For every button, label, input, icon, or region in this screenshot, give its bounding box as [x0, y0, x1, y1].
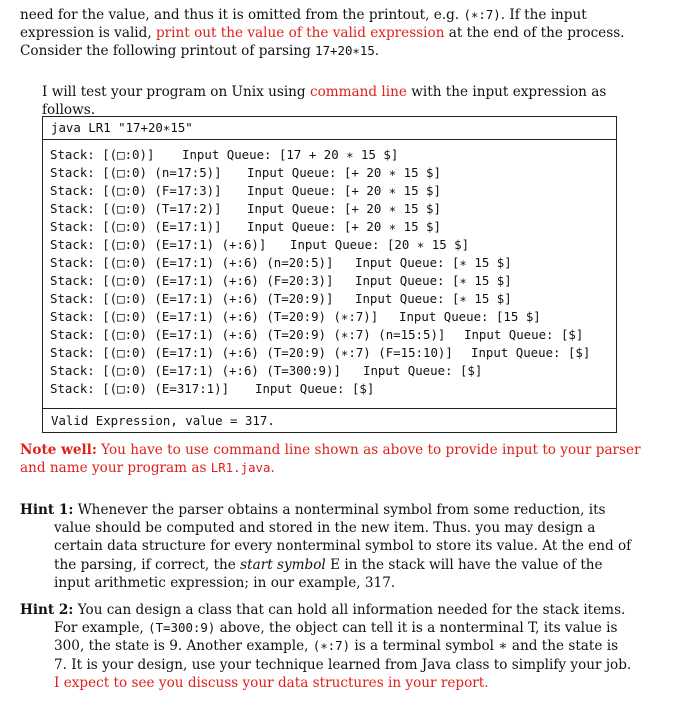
hint-2-code-example-2: (∗:7): [312, 638, 351, 654]
stack-line: Stack: [(□:0) (E=17:1) (+:6)]: [50, 237, 267, 252]
stack-line: Stack: [(□:0) (E=17:1) (+:6) (T=20:9)]: [50, 291, 334, 306]
intro-text-b: . If the input expression is valid,: [20, 7, 587, 41]
intro-paragraph: [20, 6, 652, 60]
stack-line: Stack: [(□:0) (E=17:1) (+:6) (T=20:9) (∗:7) (F=15:10)]: [50, 345, 453, 360]
stack-line: Stack: [(□:0) (E=17:1) (+:6) (T=20:9) (∗:7)]: [50, 309, 379, 324]
note-label: Note well:: [20, 442, 97, 458]
stack-line: Stack: [(□:0) (n=17:5)]: [50, 165, 222, 180]
intro-code-example: (∗:7): [463, 7, 501, 22]
stack-line: Stack: [(□:0) (E=17:1) (+:6) (n=20:5)]: [50, 255, 334, 270]
intro-text-a: need for the value, and thus it is omitted from the printout, e.g.: [20, 7, 464, 23]
hint-1-text-a: Whenever the parser obtains a nonterminal symbol from some reduction, its value should be computed and stored in the new item. Thus. you may design a certain data structure for every nonterminal symbol to store its value. At the end of the parsing, if correct, the: [54, 502, 632, 573]
queue-line: Input Queue: [17 + 20 ∗ 15 $]: [182, 147, 399, 162]
intro-text-c: at the end of the process. Consider the following printout of parsing: [20, 25, 625, 59]
hint-1-label: Hint 1:: [20, 502, 74, 518]
test-highlight: command line: [309, 84, 407, 100]
console-command-row: [43, 117, 616, 140]
queue-line: Input Queue: [$]: [363, 363, 483, 378]
stack-line: Stack: [(□:0) (E=17:1) (+:6) (F=20:3)]: [50, 273, 334, 288]
note-paragraph: [20, 441, 652, 477]
intro-code-expression: 17+20∗15: [315, 43, 375, 58]
stack-line: Stack: [(□:0) (E=17:1)]: [50, 219, 222, 234]
queue-line: Input Queue: [+ 20 ∗ 15 $]: [247, 219, 441, 234]
queue-line: Input Queue: [$]: [471, 345, 591, 360]
hint-2-paragraph: [20, 601, 632, 692]
hint-2-code-example-1: (T=300:9): [148, 620, 216, 636]
hint-1-italic-term: start symbol: [240, 556, 326, 573]
queue-line: Input Queue: [15 $]: [399, 309, 541, 324]
queue-line: Input Queue: [+ 20 ∗ 15 $]: [247, 165, 441, 180]
stack-line: Stack: [(□:0) (F=17:3)]: [50, 183, 222, 198]
console-result: Valid Expression, value = 317.: [51, 413, 275, 428]
queue-line: Input Queue: [∗ 15 $]: [355, 255, 512, 270]
queue-line: Input Queue: [∗ 15 $]: [355, 291, 512, 306]
stack-line: Stack: [(□:0) (T=17:2)]: [50, 201, 222, 216]
intro-text-d: .: [374, 43, 380, 59]
stack-line: Stack: [(□:0) (E=17:1) (+:6) (T=20:9) (∗:7) (n=15:5)]: [50, 327, 446, 342]
queue-line: Input Queue: [20 ∗ 15 $]: [290, 237, 470, 252]
stack-line: Stack: [(□:0) (E=317:1)]: [50, 381, 230, 396]
test-paragraph: [42, 83, 642, 119]
test-text-a: I will test your program on Unix using: [42, 84, 310, 100]
console-command: java LR1 "17+20∗15": [51, 120, 193, 135]
queue-line: Input Queue: [$]: [255, 381, 375, 396]
hint-2-text-c: is a terminal symbol ∗ and the state is 7. It is your design, use your technique learned from Java class to simplify your job.: [54, 638, 632, 673]
hint-1-text-b: E in the stack will have the value of the input arithmetic expression; in our example, 317.: [54, 556, 603, 591]
hint-2-text-a: You can design a class that can hold all information needed for the stack items. For example,: [54, 602, 626, 637]
queue-line: Input Queue: [$]: [464, 327, 584, 342]
note-code-filename: LR1.java: [210, 460, 271, 475]
hint-2-label: Hint 2:: [20, 602, 74, 618]
hint-2-highlight: I expect to see you discuss your data structures in your report.: [54, 674, 489, 691]
queue-line: Input Queue: [∗ 15 $]: [355, 273, 512, 288]
queue-line: Input Queue: [+ 20 ∗ 15 $]: [247, 183, 441, 198]
test-text-b: with the input expression as follows.: [42, 84, 607, 118]
hint-1-paragraph: [20, 501, 632, 592]
console-result-row: [43, 408, 616, 428]
stack-line: Stack: [(□:0)]: [50, 147, 155, 162]
queue-line: Input Queue: [+ 20 ∗ 15 $]: [247, 201, 441, 216]
note-text-a: You have to use command line shown as above to provide input to your parser and name your program as: [20, 442, 641, 476]
intro-highlight: print out the value of the valid expression: [155, 25, 445, 41]
hint-2-text-b: above, the object can tell it is a nonterminal T, its value is 300, the state is 9. Another example,: [54, 620, 618, 655]
stack-line: Stack: [(□:0) (E=17:1) (+:6) (T=300:9)]: [50, 363, 341, 378]
note-text-b: .: [270, 460, 275, 476]
